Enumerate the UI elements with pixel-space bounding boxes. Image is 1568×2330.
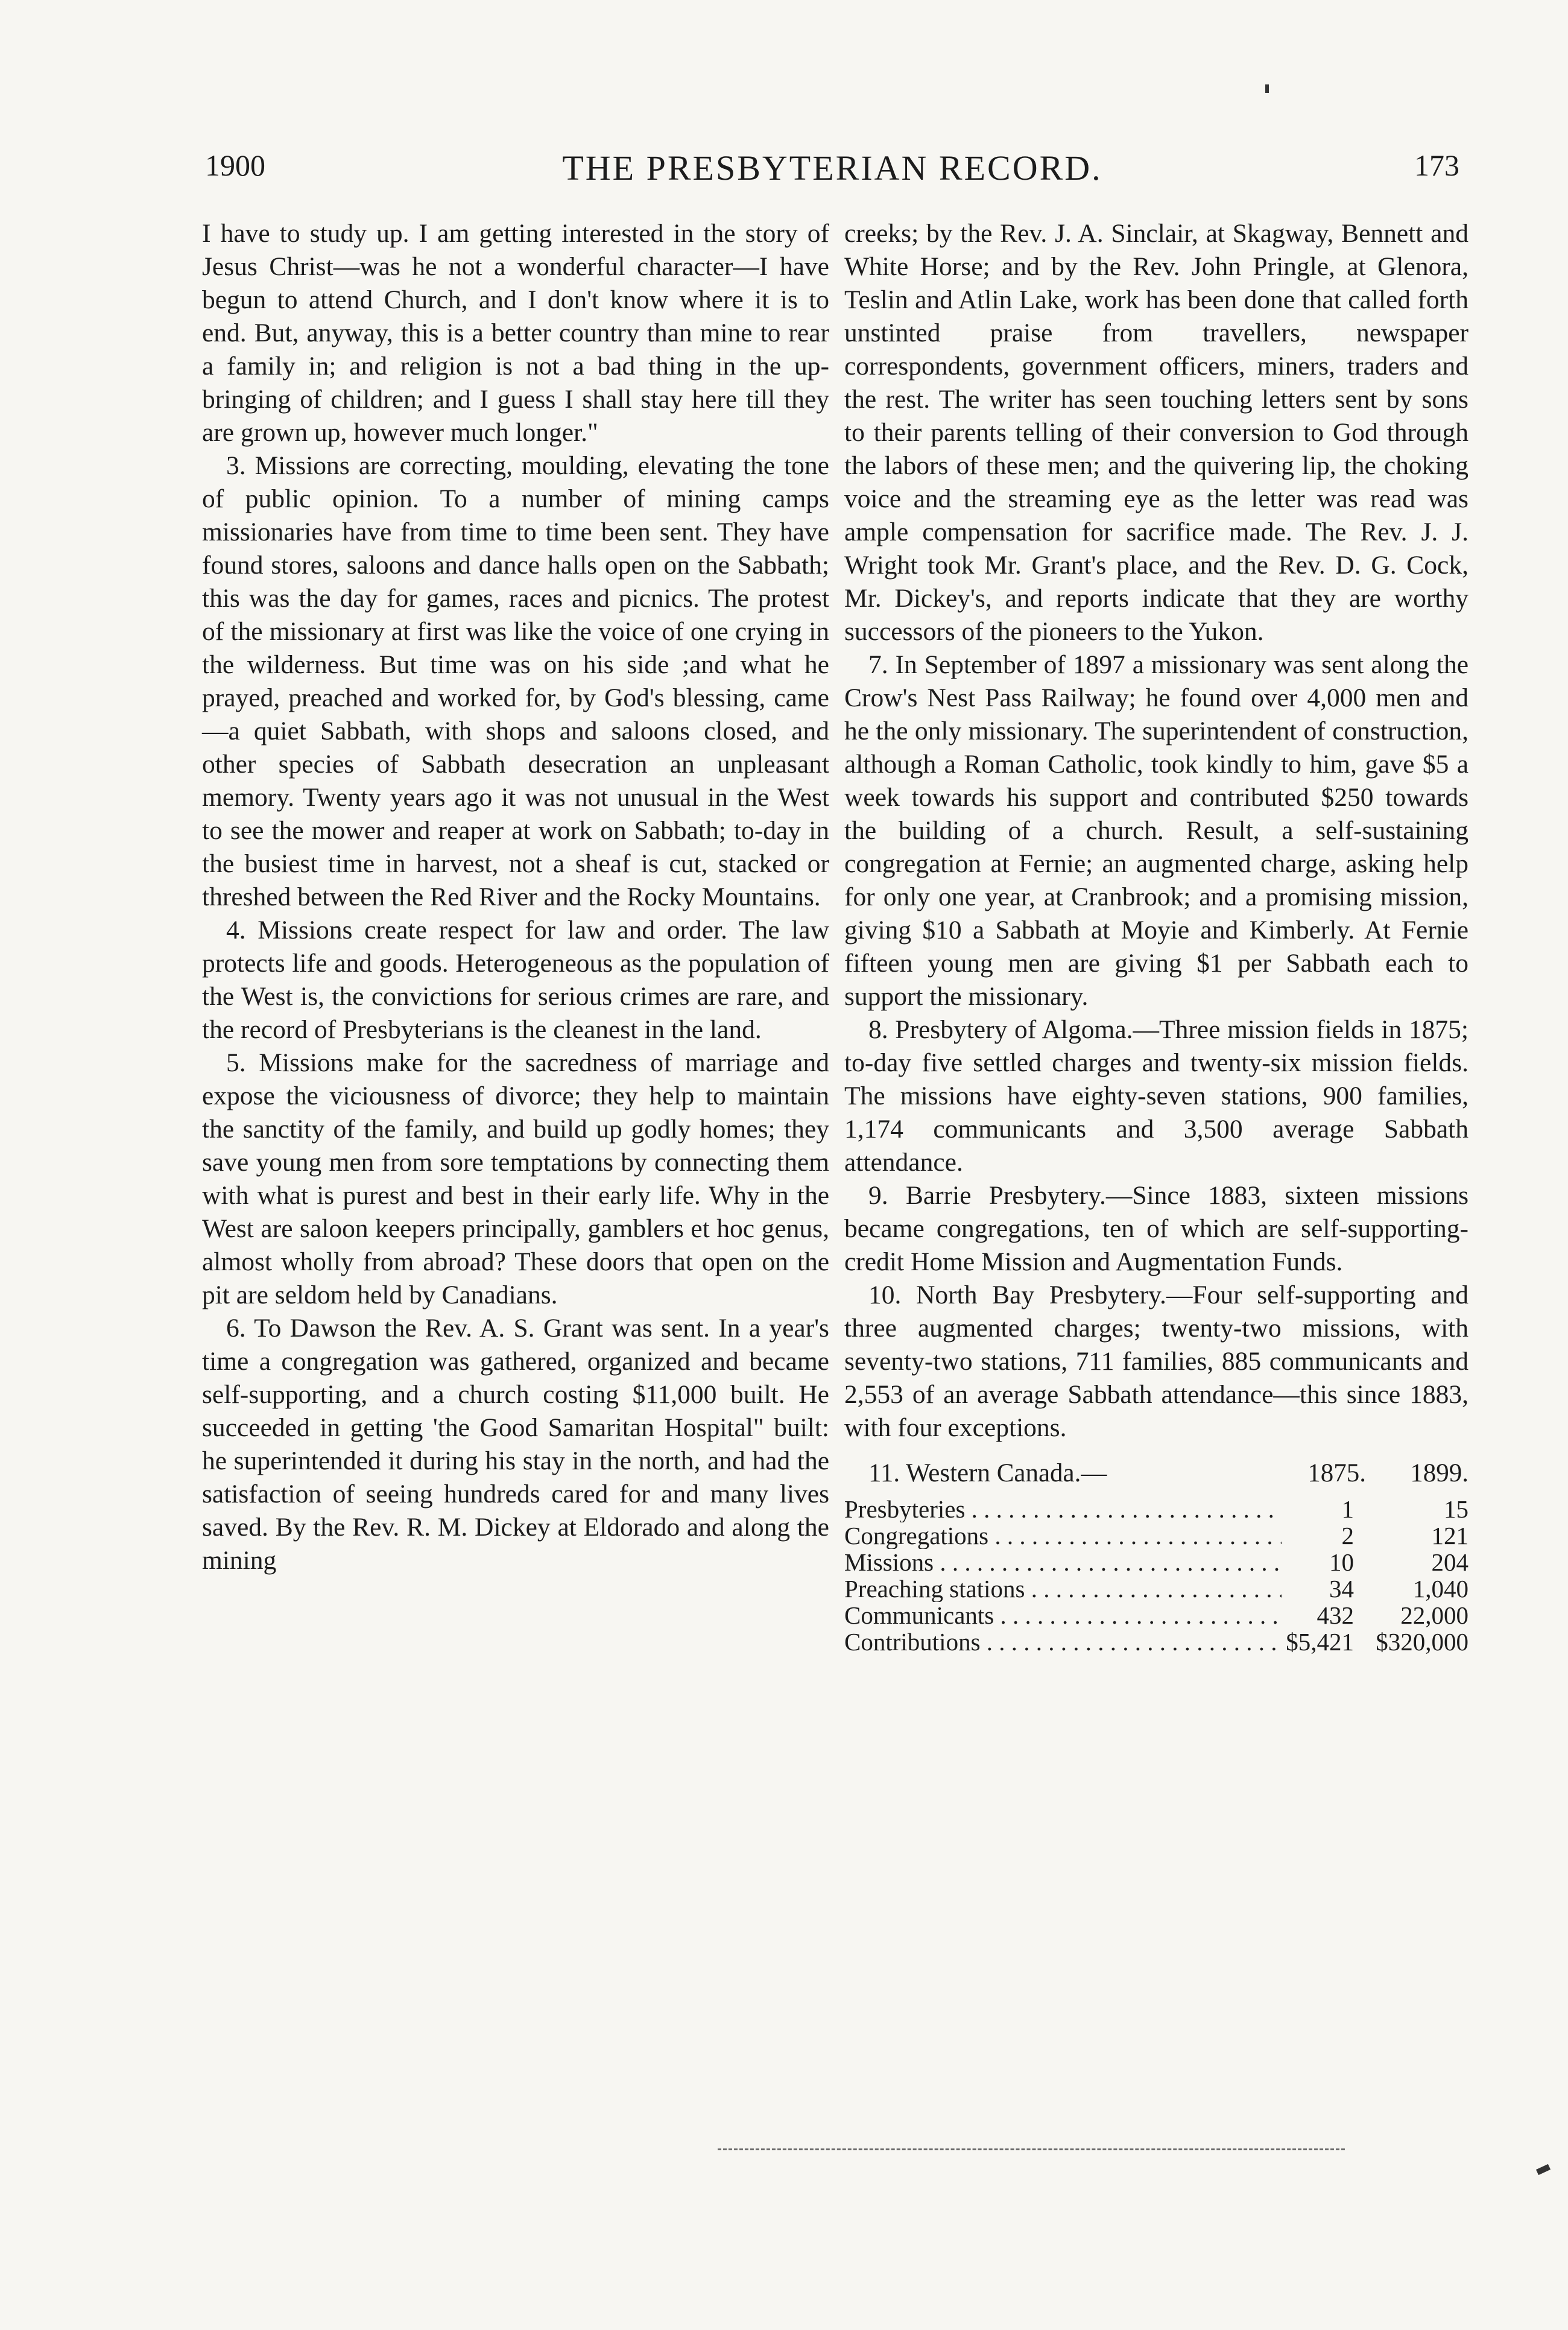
- value-1875: 10: [1329, 1548, 1354, 1576]
- value-1899: 22,000: [1400, 1601, 1468, 1629]
- print-speck: [1536, 2164, 1551, 2175]
- paragraph-8: 8. Presbytery of Algoma.—Three mission fields in 1875; to-day five settled charges and twenty-six mission fields. The missions have eighty-seven stations, 900 families, 1,174 communicants and 3,500 average Sabbath attendance.: [844, 1015, 1468, 1177]
- value-1899: 15: [1444, 1495, 1468, 1523]
- journal-title: THE PRESBYTERIAN RECORD.: [562, 148, 1102, 188]
- value-1899: 121: [1431, 1522, 1468, 1550]
- year-1875-header: 1875.: [1307, 1459, 1366, 1487]
- print-speck: [1265, 84, 1269, 93]
- row-label: Congregations . . .: [844, 1522, 1282, 1549]
- value-1875: $5,421: [1286, 1628, 1354, 1656]
- paragraph-4: 4. Missions create respect for law and order. The law protects life and goods. Heterogeneous as the population of the West is, the convictions for serious crimes are rare, and the record of Presbyterians is the cleanest in the land.: [202, 916, 829, 1044]
- paragraph-6: 6. To Dawson the Rev. A. S. Grant was sent. In a year's time a congregation was gathered, organized and became self-supporting, and a church costing $11,000 built. He succeeded in getting 'the Good Samaritan Hospital" built: he superintended it during his stay in the north, and had the satisfaction of seeing hundreds cared for and many lives saved. By the Rev. R. M. Dickey at Eldorado and along the mining: [202, 1314, 829, 1575]
- page-number: 173: [1414, 148, 1459, 182]
- paragraph-10: 10. North Bay Presbytery.—Four self-supporting and three augmented charges; twenty-two missions, with seventy-two stations, 711 families, 885 communicants and 2,553 of an average Sabbath attendance—this since 1883, with four exceptions.: [844, 1281, 1468, 1442]
- paragraph-3: 3. Missions are correcting, moulding, elevating the tone of public opinion. To a number of mining camps missionaries have from time to time been sent. They have found stores, saloons and dance halls open on the Sabbath; this was the day for games, races and picnics. The protest of the missionary at first was like the voice of one crying in the wilderness. But time was on his side ;and what he prayed, preached and worked for, by God's blessing, came—a quiet Sabbath, with shops and saloons closed, and other species of Sabbath desecration an unpleasant memory. Twenty years ago it was not unusual in the West to see the mower and reaper at work on Sabbath; to-day in the busiest time in harvest, not a sheaf is cut, stacked or threshed between the Red River and the Rocky Mountains.: [202, 451, 829, 911]
- paragraph-7: 7. In September of 1897 a missionary was sent along the Crow's Nest Pass Railway; he found over 4,000 men and he the only missionary. The superintendent of construction, although a Roman Catholic, took kindly to him, gave $5 a week towards his support and contributed $250 towards the building of a church. Result, a self-sustaining congregation at Fernie; an augmented charge, asking help for only one year, at Cranbrook; and a promising mission, giving $10 a Sabbath at Moyie and Kimberly. At Fernie fifteen young men are giving $1 per Sabbath each to support the missionary.: [844, 650, 1468, 1011]
- value-1899: $320,000: [1376, 1628, 1468, 1656]
- table-row: [844, 1496, 1468, 1522]
- paragraph-9: 9. Barrie Presbytery.—Since 1883, sixteen missions became congregations, ten of which are self-supporting-credit Home Mission and Augmentation Funds.: [844, 1181, 1468, 1276]
- table-row: [844, 1602, 1468, 1629]
- value-1875: 432: [1317, 1601, 1354, 1629]
- western-canada-table: [844, 1457, 1468, 1655]
- value-1875: 34: [1329, 1575, 1354, 1603]
- header-year: 1900: [205, 148, 265, 182]
- table-row: [844, 1549, 1468, 1575]
- bottom-rule: [718, 2148, 1345, 2150]
- table-row: [844, 1629, 1468, 1655]
- paragraph-5: 5. Missions make for the sacredness of marriage and expose the viciousness of divorce; they help to maintain the sanctity of the family, and build up godly homes; they save young men from sore temptations by connecting them with what is purest and best in their early life. Why in the West are saloon keepers principally, gamblers et hoc genus, almost wholly from abroad? These doors that open on the pit are seldom held by Canadians.: [202, 1048, 829, 1309]
- row-label: Communicants . . .: [844, 1602, 1282, 1629]
- value-1875: 1: [1341, 1495, 1354, 1523]
- table-heading: 11. Western Canada.—: [868, 1459, 1107, 1487]
- row-label: Contributions . . .: [844, 1629, 1282, 1655]
- paragraph-continued: I have to study up. I am getting interested in the story of Jesus Christ—was he not a wonderful character—I have begun to attend Church, and I don't know where it is to end. But, anyway, this is a better country than mine to rear a family in; and religion is not a bad thing in the up-bringing of children; and I guess I shall stay here till they are grown up, however much longer.": [202, 219, 829, 447]
- row-label: Missions . . .: [844, 1549, 1282, 1575]
- left-column: [202, 217, 829, 1577]
- table-row: [844, 1522, 1468, 1549]
- value-1875: 2: [1341, 1522, 1354, 1550]
- year-1899-header: 1899.: [1410, 1459, 1468, 1487]
- value-1899: 1,040: [1412, 1575, 1468, 1603]
- row-label: Preaching stations . . .: [844, 1575, 1282, 1602]
- right-column: [844, 217, 1468, 1655]
- page-header: [181, 148, 1484, 196]
- table-header: [844, 1457, 1468, 1490]
- row-label: Presbyteries . . .: [844, 1496, 1282, 1522]
- value-1899: 204: [1431, 1548, 1468, 1576]
- table-row: [844, 1575, 1468, 1602]
- paragraph-6-continued: creeks; by the Rev. J. A. Sinclair, at Skagway, Bennett and White Horse; and by the Rev. John Pringle, at Glenora, Teslin and Atlin Lake, work has been done that called forth unstinted praise from travellers, newspaper correspondents, government officers, miners, traders and the rest. The writer has seen touching letters sent by sons to their parents telling of their conversion to God through the labors of these men; and the quivering lip, the choking voice and the streaming eye as the letter was read was ample compensation for sacrifice made. The Rev. J. J. Wright took Mr. Grant's place, and the Rev. D. G. Cock, Mr. Dickey's, and reports indicate that they are worthy successors of the pioneers to the Yukon.: [844, 219, 1468, 646]
